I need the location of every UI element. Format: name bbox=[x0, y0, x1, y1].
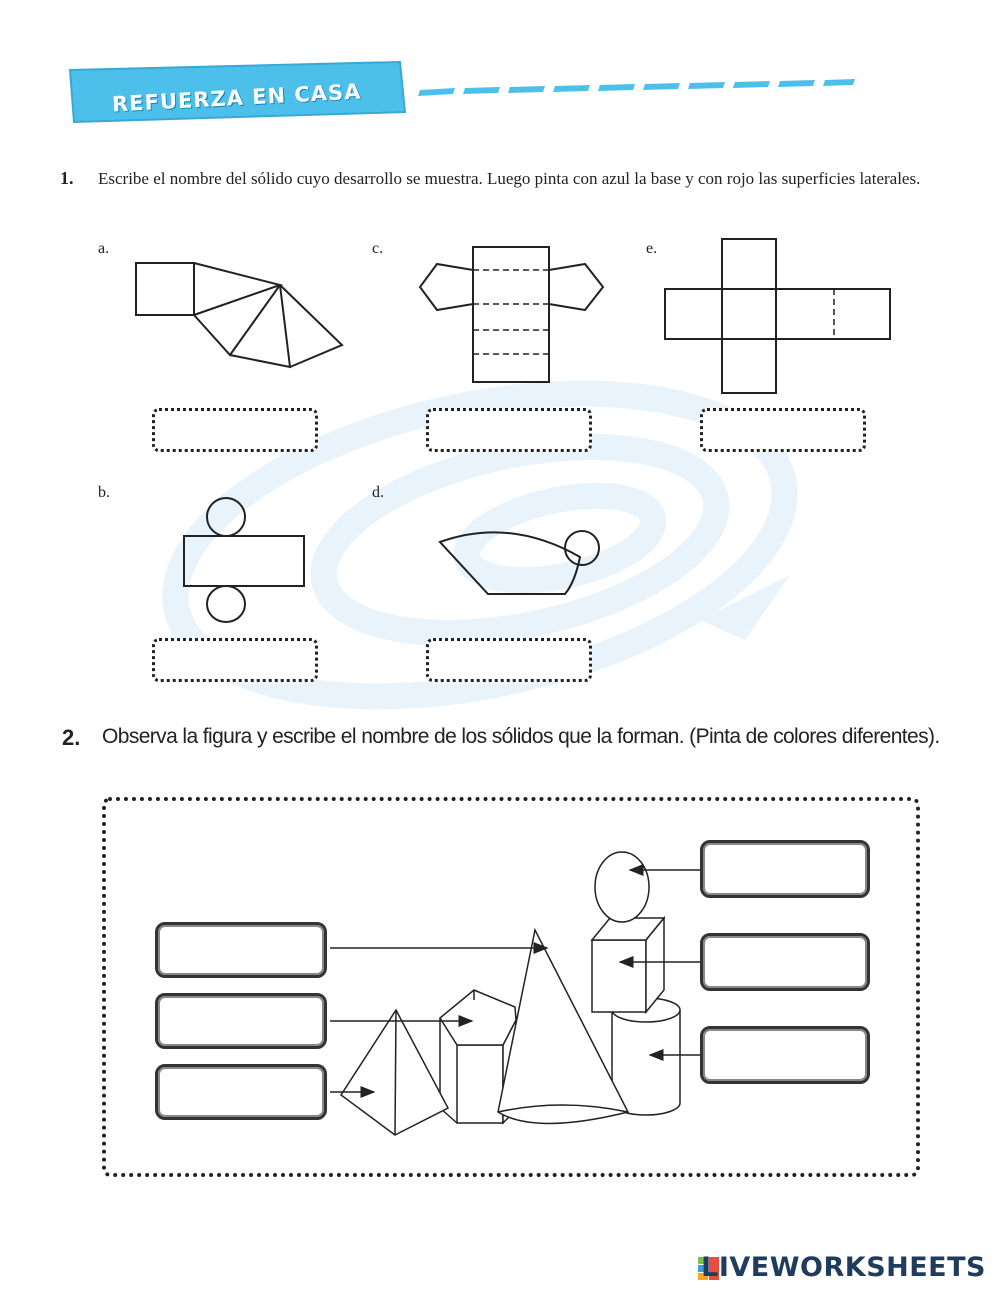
net-cylinder bbox=[180, 495, 310, 625]
question-2-number: 2. bbox=[62, 725, 81, 750]
item-a-label: a. bbox=[98, 240, 110, 257]
net-cube bbox=[660, 234, 900, 394]
net-square-pyramid bbox=[130, 255, 350, 375]
banner-title: REFUERZA EN CASA bbox=[111, 79, 362, 117]
solid-answer-pentagonal-prism[interactable] bbox=[155, 993, 327, 1049]
answer-box-e[interactable] bbox=[700, 408, 866, 452]
solid-answer-cylinder[interactable] bbox=[700, 1026, 870, 1084]
answer-box-a[interactable] bbox=[152, 408, 318, 452]
question-1-number: 1. bbox=[60, 168, 74, 188]
solid-answer-cube[interactable] bbox=[700, 933, 870, 991]
answer-box-b[interactable] bbox=[152, 638, 318, 682]
answer-box-d[interactable] bbox=[426, 638, 592, 682]
liveworksheets-brand: LIVEWORKSHEETS bbox=[701, 1252, 986, 1283]
item-c-label: c. bbox=[372, 240, 384, 257]
solid-answer-pyramid[interactable] bbox=[155, 1064, 327, 1120]
item-b-label: b. bbox=[98, 484, 110, 501]
solid-answer-sphere[interactable] bbox=[700, 840, 870, 898]
solids-figure bbox=[330, 840, 700, 1140]
question-1-text: Escribe el nombre del sólido cuyo desarrollo se muestra. Luego pinta con azul la base y con rojo las superficies laterales. bbox=[98, 169, 921, 188]
item-e-label: e. bbox=[646, 240, 658, 257]
question-2-text: Observa la figura y escribe el nombre de los sólidos que la forman. (Pinta de colores diferentes). bbox=[102, 725, 940, 748]
net-cone bbox=[430, 512, 600, 602]
solid-answer-cone[interactable] bbox=[155, 922, 327, 978]
net-pentagonal-prism bbox=[415, 242, 610, 387]
answer-box-c[interactable] bbox=[426, 408, 592, 452]
item-d-label: d. bbox=[372, 484, 384, 501]
